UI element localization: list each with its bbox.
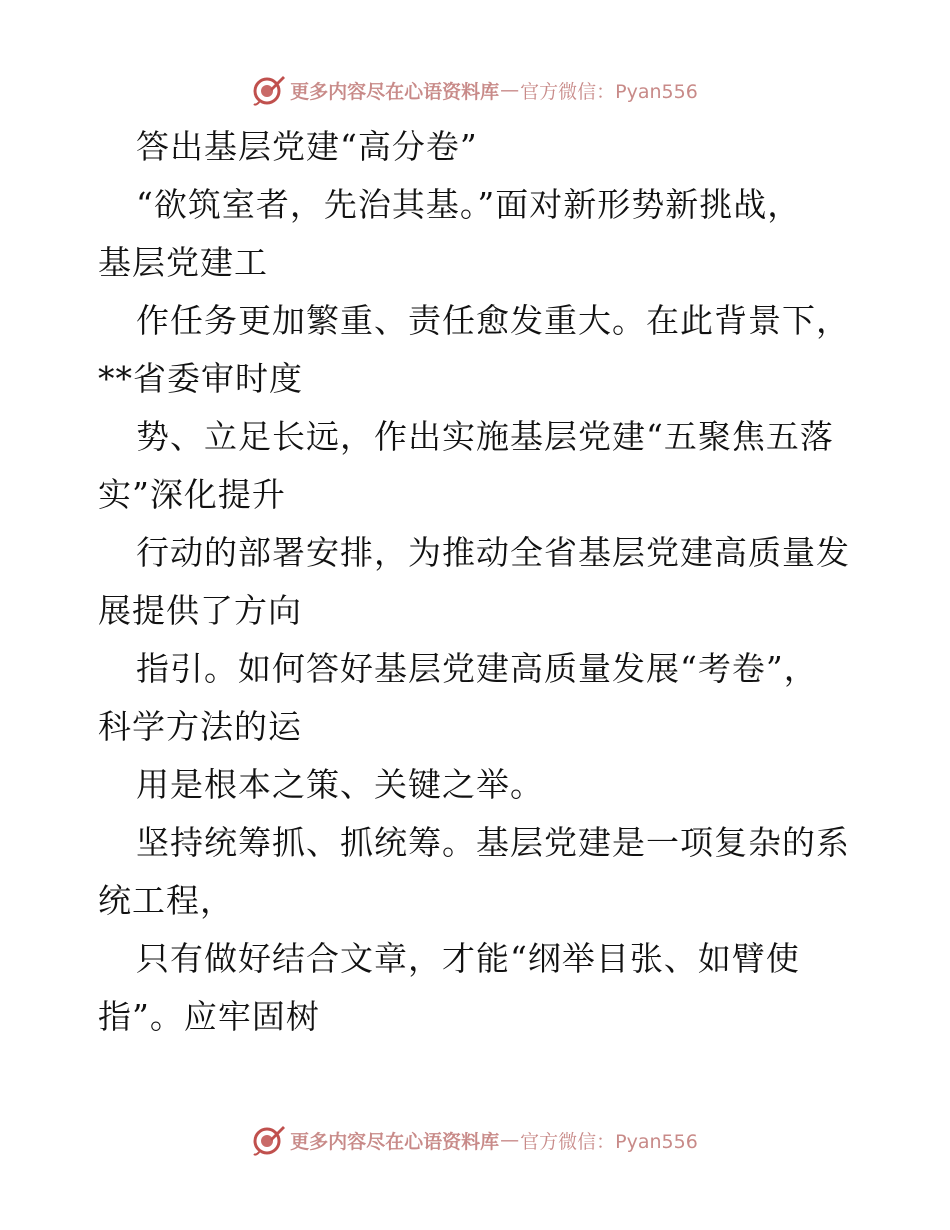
- footer-banner: [0, 1120, 950, 1160]
- banner-contact-text: 官方微信：Pyan556: [520, 80, 698, 103]
- paragraph-line: 指”。应牢固树: [98, 997, 320, 1036]
- document-body: [98, 118, 868, 1046]
- paragraph-line: “欲筑室者，先治其基。”面对新形势新挑战，: [136, 185, 802, 224]
- banner-main-text: 更多内容尽在心语资料库: [290, 80, 500, 103]
- banner-contact-text: 官方微信：Pyan556: [520, 1130, 698, 1153]
- paragraph-line: **省委审时度: [98, 359, 303, 398]
- paragraph-line: 基层党建工: [98, 243, 268, 282]
- paragraph-line: 实”深化提升: [98, 475, 286, 514]
- banner-dash: —: [500, 1129, 520, 1151]
- pen-logo-icon: [252, 1123, 286, 1157]
- banner-main-text: 更多内容尽在心语资料库: [290, 1130, 500, 1153]
- paragraph-line: 科学方法的运: [98, 707, 302, 746]
- paragraph-line: 指引。如何答好基层党建高质量发展“考卷”，: [136, 649, 818, 688]
- paragraph-line: 行动的部署安排，为推动全省基层党建高质量发: [136, 533, 850, 572]
- paragraph-line: 作任务更加繁重、责任愈发重大。在此背景下，: [136, 301, 850, 340]
- paragraph-line: 势、立足长远，作出实施基层党建“五聚焦五落: [136, 417, 834, 456]
- paragraph-line: 坚持统筹抓、抓统筹。基层党建是一项复杂的系: [136, 823, 850, 862]
- paragraph-line: 只有做好结合文章，才能“纲举目张、如臂使: [136, 939, 800, 978]
- paragraph-line: 展提供了方向: [98, 591, 302, 630]
- header-banner: [0, 70, 950, 110]
- paragraph-line: 用是根本之策、关键之举。: [136, 765, 544, 804]
- pen-logo-icon: [252, 73, 286, 107]
- paragraph-line: 统工程，: [98, 881, 234, 920]
- banner-dash: —: [500, 79, 520, 101]
- document-title: 答出基层党建“高分卷”: [136, 127, 478, 166]
